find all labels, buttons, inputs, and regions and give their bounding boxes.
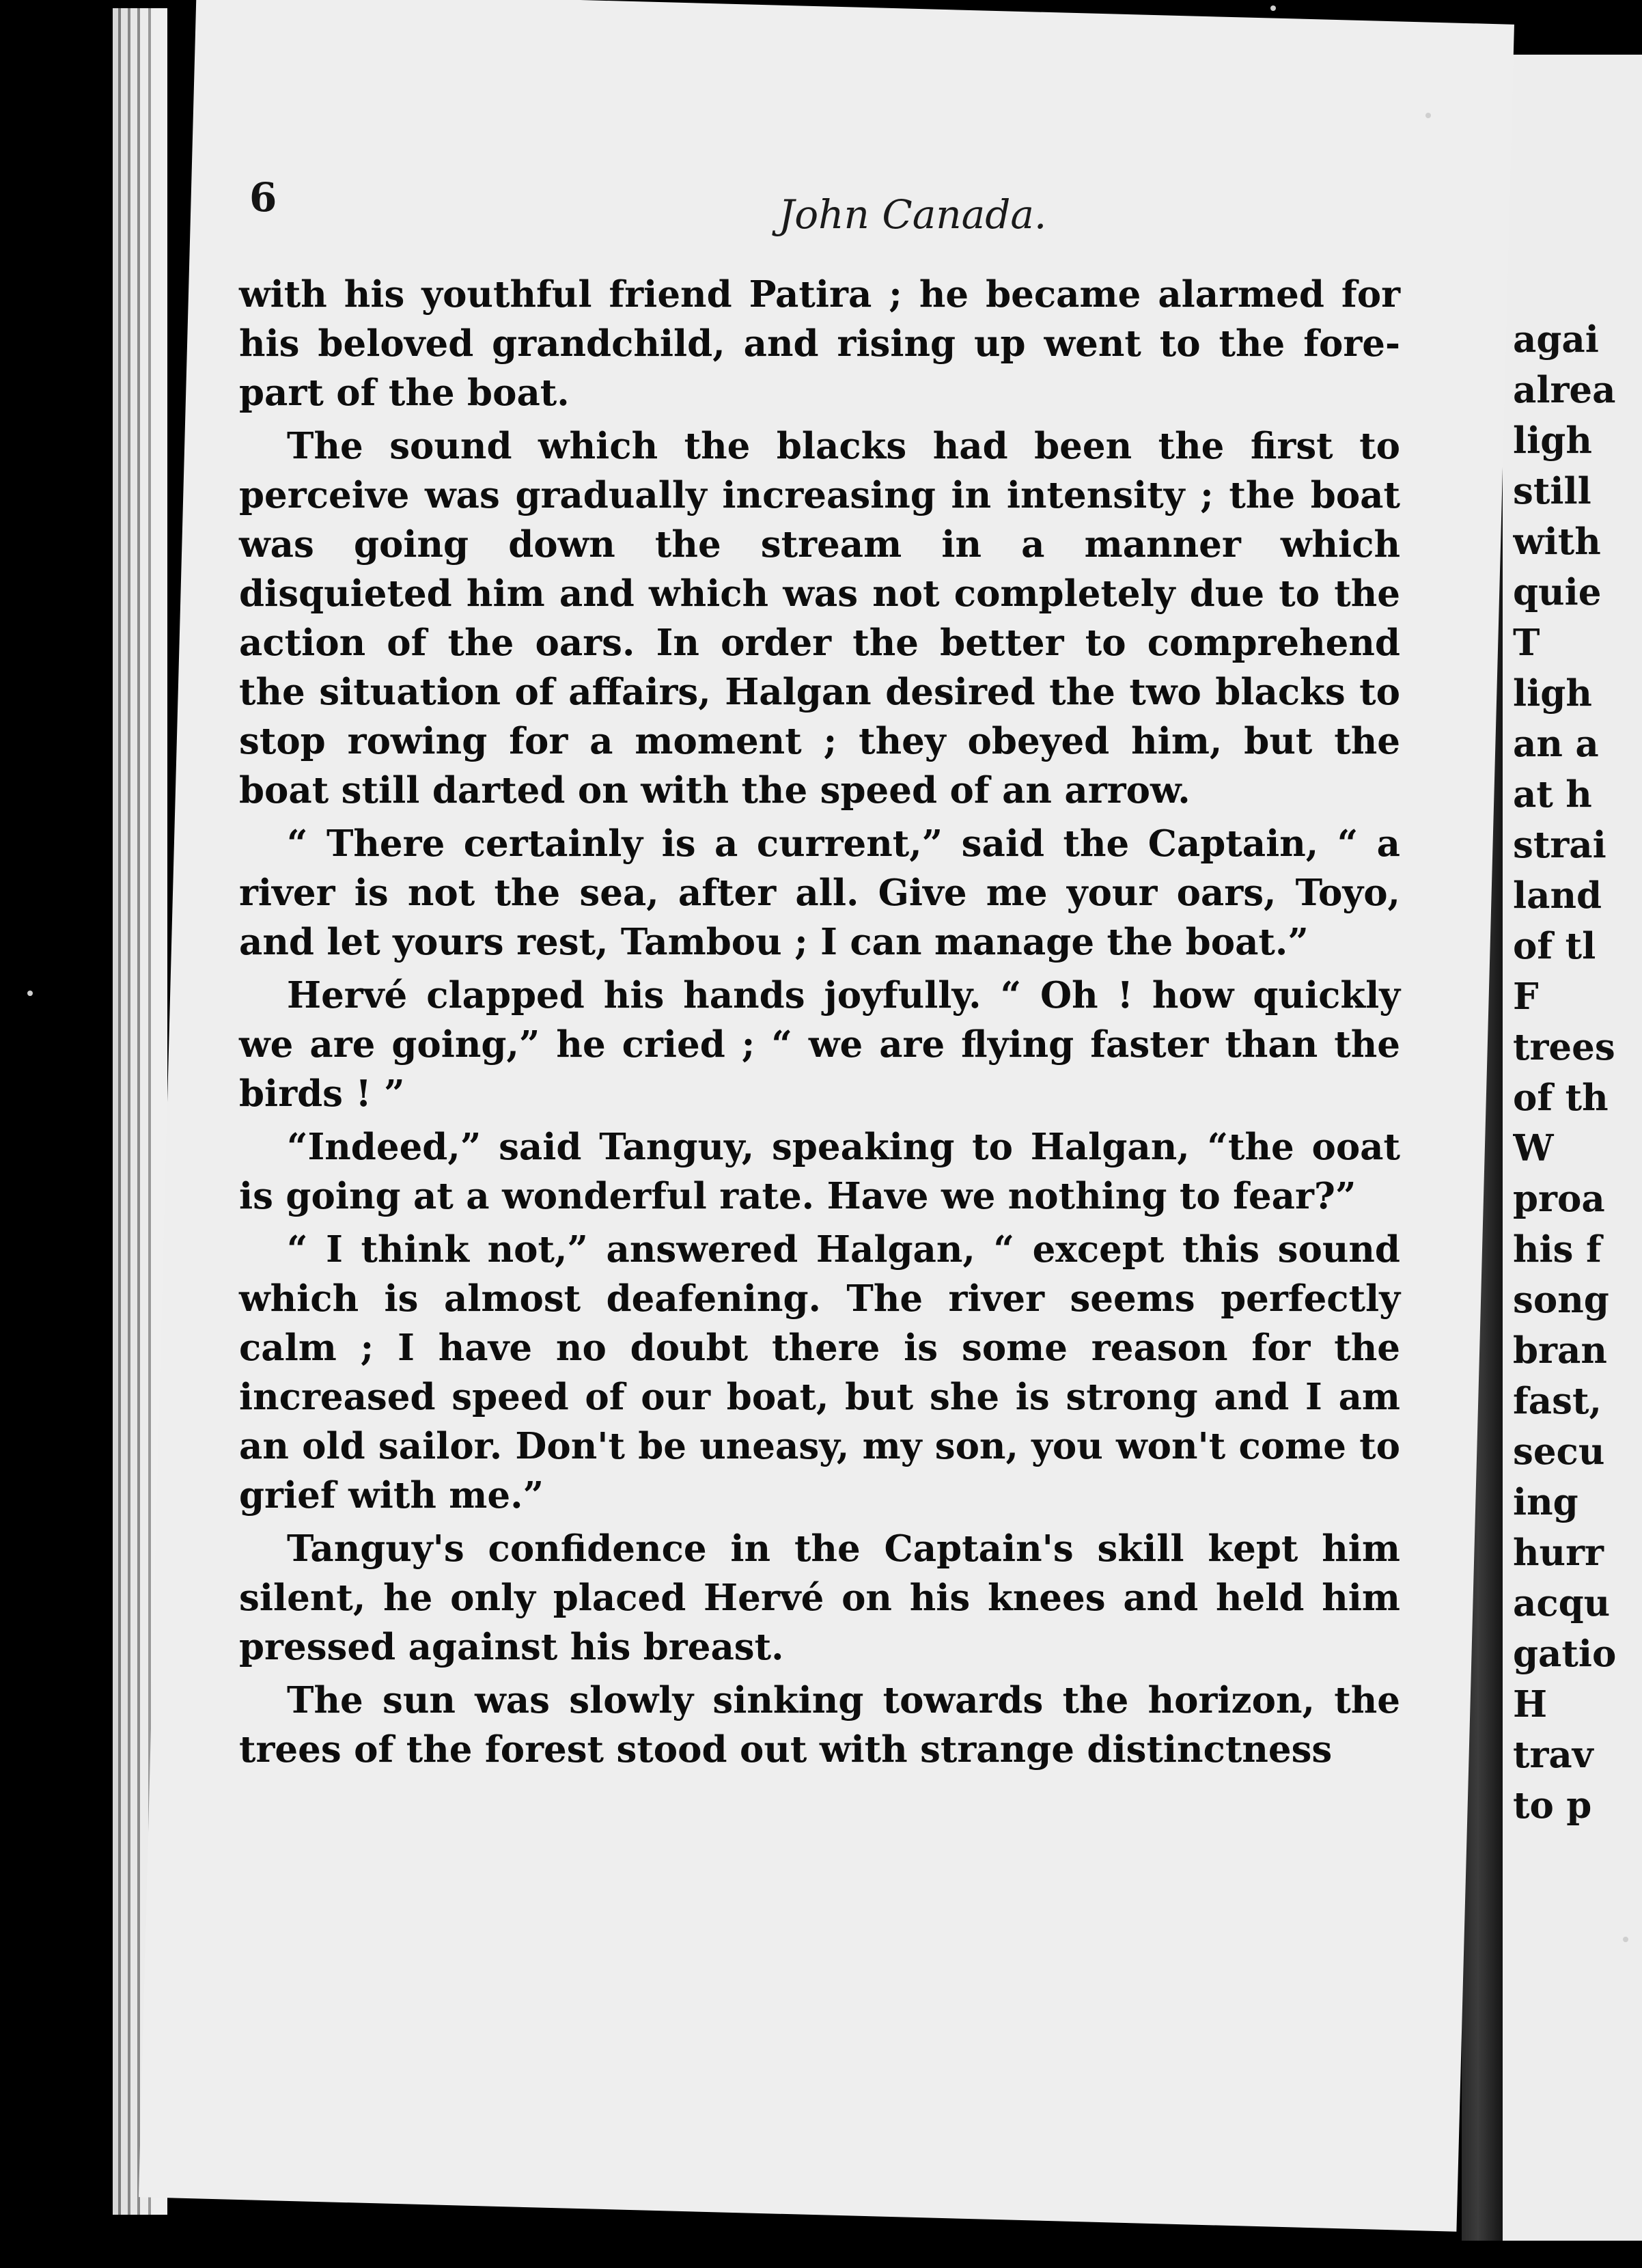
paragraph: with his youthful friend Patira ; he became alarmed for his beloved grandchild, and rising up went to the fore-part of the boat. <box>239 273 1400 414</box>
paragraph: “Indeed,” said Tanguy, speaking to Halgan, “the ooat is going at a wonderful rate. Have we nothing to fear?” <box>239 1126 1400 1217</box>
facing-line: trav <box>1513 1734 1594 1776</box>
paragraph: The sound which the blacks had been the first to perceive was gradually increasing in intensity ; the boat was going down the stream in a manner which disquieted him and which was not completely due to the action of the oars. In order the better to comprehend the situation of affairs, Halgan desired the two blacks to stop rowing for a moment ; they obeyed him, but the boat still darted on with the speed of an arrow. <box>239 425 1400 812</box>
facing-line: gatio <box>1513 1633 1617 1675</box>
facing-line: agai <box>1513 318 1599 361</box>
facing-line: land <box>1513 874 1602 917</box>
facing-line: hurr <box>1513 1532 1604 1574</box>
facing-line: an a <box>1513 723 1599 765</box>
facing-line: proa <box>1513 1178 1605 1220</box>
facing-line: with <box>1513 521 1601 563</box>
running-title: John Canada. <box>779 191 1047 238</box>
facing-line: to p <box>1513 1784 1592 1827</box>
facing-line: quie <box>1513 571 1602 613</box>
facing-line: of th <box>1513 1077 1609 1119</box>
paragraph: Tanguy's confidence in the Captain's skill kept him silent, he only placed Hervé on his knees and held him pressed against his breast. <box>239 1527 1400 1668</box>
facing-line: ligh <box>1513 419 1592 462</box>
facing-line: F <box>1513 976 1539 1018</box>
facing-line: ing <box>1513 1481 1578 1523</box>
facing-line: his f <box>1513 1228 1602 1271</box>
facing-line: acqu <box>1513 1582 1611 1624</box>
body-text <box>239 270 1400 1778</box>
facing-line: bran <box>1513 1329 1607 1372</box>
paragraph: “ I think not,” answered Halgan, “ except this sound which is almost deafening. The river seems perfectly calm ; I have no doubt there is some reason for the increased speed of our boat, but she is strong and I am an old sailor. Don't be uneasy, my son, you won't come to grief with me.” <box>239 1228 1400 1517</box>
scan-speck <box>1425 113 1431 118</box>
scan-speck <box>1623 1937 1628 1942</box>
facing-line: fast, <box>1513 1380 1602 1422</box>
facing-line: at h <box>1513 773 1592 816</box>
facing-line: song <box>1513 1279 1609 1321</box>
facing-line: strai <box>1513 824 1606 866</box>
paragraph: Hervé clapped his hands joyfully. “ Oh ! how quickly we are going,” he cried ; “ we are flying faster than the birds ! ” <box>239 974 1400 1115</box>
facing-line: H <box>1513 1683 1548 1726</box>
facing-page-text <box>1513 314 1642 1831</box>
facing-line: T <box>1513 622 1540 664</box>
facing-line: of tl <box>1513 925 1596 967</box>
facing-line: W <box>1513 1127 1554 1170</box>
paragraph: “ There certainly is a current,” said the Captain, “ a river is not the sea, after all. Give me your oars, Toyo, and let yours rest, Tambou ; I can manage the boat.” <box>239 822 1400 963</box>
facing-line: trees <box>1513 1026 1615 1068</box>
facing-line: still <box>1513 470 1591 512</box>
facing-line: ligh <box>1513 672 1592 715</box>
paragraph: The sun was slowly sinking towards the horizon, the trees of the forest stood out with strange distinctness <box>239 1679 1400 1771</box>
facing-line: secu <box>1513 1430 1605 1473</box>
scan-speck <box>27 991 33 996</box>
scan-speck <box>1270 5 1276 11</box>
page-number: 6 <box>249 174 277 221</box>
facing-line: alrea <box>1513 369 1616 411</box>
